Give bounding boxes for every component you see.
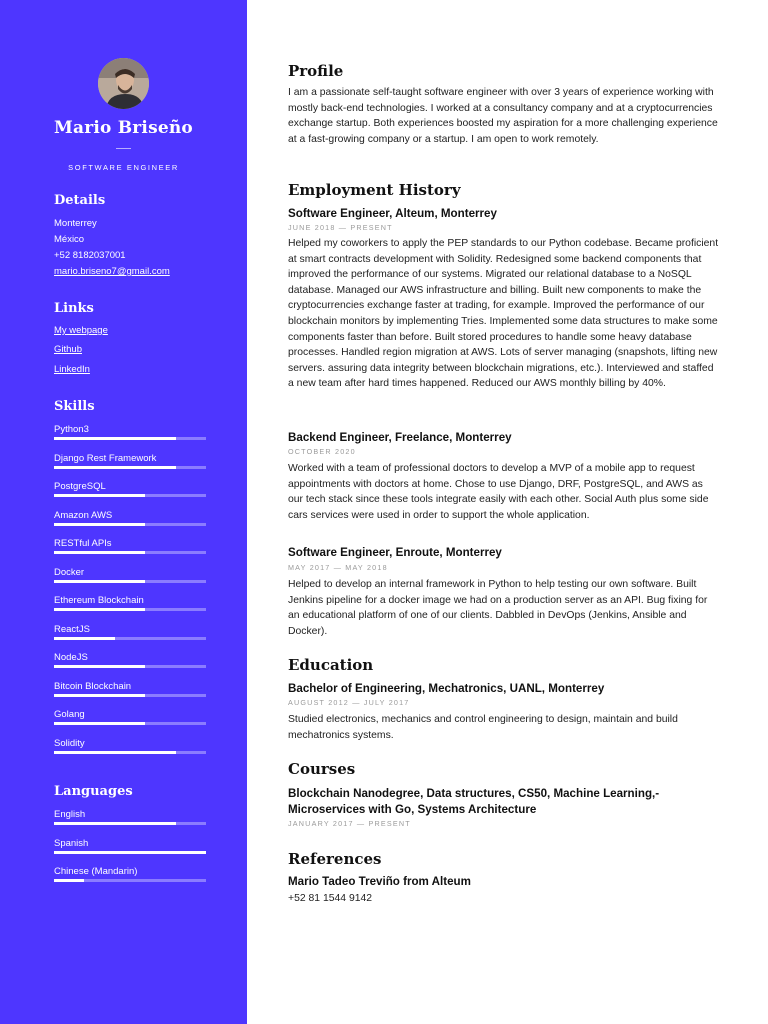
job-dates-2: OCTOBER 2020: [288, 447, 356, 456]
details-heading: Details: [54, 193, 106, 208]
skill-item: [54, 423, 206, 436]
skill-label: Solidity: [54, 737, 85, 749]
skill-level-fill: [54, 694, 145, 697]
detail-city: Monterrey: [54, 218, 97, 229]
skill-item: [54, 452, 206, 465]
job-dates-1: JUNE 2018 — PRESENT: [288, 223, 393, 232]
courses-dates: JANUARY 2017 — PRESENT: [288, 819, 411, 828]
skill-label: Amazon AWS: [54, 509, 113, 521]
skill-level-track: [54, 494, 206, 497]
skill-label: Django Rest Framework: [54, 452, 157, 464]
language-item: [54, 865, 206, 878]
candidate-name: Mario Briseño: [54, 118, 193, 138]
skill-label: PostgreSQL: [54, 481, 106, 492]
skill-label: Golang: [54, 709, 85, 720]
language-level-track: [54, 851, 206, 854]
education-title: Bachelor of Engineering, Mechatronics, UANL, Monterrey: [288, 682, 605, 695]
skill-level-track: [54, 665, 206, 668]
skill-label: NodeJS: [54, 652, 88, 663]
courses-title: Blockchain Nanodegree, Data structures, CS50, Machine Learning,- Microservices with Go, Systems Architecture: [288, 787, 660, 816]
job-title-3: Software Engineer, Enroute, Monterrey: [288, 546, 502, 559]
language-level-fill: [54, 851, 206, 854]
links-heading: Links: [54, 301, 94, 316]
avatar-photo: [98, 58, 149, 109]
language-label: Chinese (Mandarin): [54, 866, 138, 877]
candidate-job-title: SOFTWARE ENGINEER: [68, 163, 179, 172]
skill-item: [54, 708, 206, 721]
skill-level-fill: [54, 608, 145, 611]
education-text: Studied electronics, mechanics and control engineering to design, maintain and build mechatronics systems.: [288, 714, 678, 741]
skill-level-fill: [54, 523, 145, 526]
skill-item: [54, 480, 206, 493]
detail-email-link[interactable]: mario.briseno7@gmail.com: [54, 266, 170, 277]
skill-item: [54, 651, 206, 664]
language-item: [54, 808, 206, 821]
skill-level-fill: [54, 580, 145, 583]
skill-level-fill: [54, 466, 176, 469]
language-level-fill: [54, 822, 176, 825]
skill-level-fill: [54, 665, 145, 668]
skill-level-fill: [54, 637, 115, 640]
skill-level-track: [54, 437, 206, 440]
references-heading: References: [288, 850, 382, 868]
skill-level-fill: [54, 494, 145, 497]
sidebar: [0, 0, 247, 1024]
skill-item: [54, 594, 206, 607]
skill-item: [54, 509, 206, 522]
skill-level-track: [54, 608, 206, 611]
education-heading: Education: [288, 656, 374, 674]
skill-level-track: [54, 551, 206, 554]
skill-item: [54, 623, 206, 636]
skills-heading: Skills: [54, 399, 95, 414]
name-divider: [116, 148, 131, 149]
language-level-track: [54, 822, 206, 825]
education-dates: AUGUST 2012 — JULY 2017: [288, 698, 410, 707]
skill-level-track: [54, 637, 206, 640]
skill-label: Docker: [54, 566, 85, 578]
skill-label: Ethereum Blockchain: [54, 595, 144, 606]
profile-heading: Profile: [288, 62, 344, 80]
skill-label: RESTful APIs: [54, 538, 112, 549]
employment-heading: Employment History: [288, 181, 461, 199]
language-item: [54, 837, 206, 850]
skill-item: [54, 737, 206, 750]
profile-text: I am a passionate self-taught software engineer with over 3 years of experience working with mostly back-end technologies. I worked at a consultancy company and at a cryptocurrencies exchange startup. Both experiences boosted my aspiration for a more challenging experience at a fast-growing company or a startup. I am open to work remotely.: [288, 87, 718, 145]
link-webpage[interactable]: My webpage: [54, 325, 108, 336]
link-github[interactable]: Github: [54, 344, 82, 355]
detail-country: México: [54, 234, 85, 245]
reference-phone: +52 81 1544 9142: [288, 893, 373, 904]
skill-level-track: [54, 751, 206, 754]
skill-label: Python3: [54, 424, 89, 435]
skill-level-fill: [54, 751, 176, 754]
skill-level-fill: [54, 551, 145, 554]
skill-label: Bitcoin Blockchain: [54, 680, 132, 692]
link-linkedin[interactable]: LinkedIn: [54, 364, 90, 375]
skill-level-track: [54, 722, 206, 725]
detail-phone: +52 8182037001: [54, 250, 126, 261]
skill-level-track: [54, 466, 206, 469]
language-label: Spanish: [54, 837, 89, 849]
reference-name: Mario Tadeo Treviño from Alteum: [288, 875, 471, 888]
skill-level-track: [54, 694, 206, 697]
skill-level-track: [54, 523, 206, 526]
job-description-1: Helped my coworkers to apply the PEP standards to our Python codebase. Became proficient at smart contracts development with Solidity. Redesigned some backend components that improved the performance of our systems. Migrated our relational database to a NoSQL database. Managed our AWS infrastructure and billing. Built new components to make the cryptocurrencies exchange faster at trading, for example. Improved the performance of our blockchain monitors by implementing Tries. Implemented some data structures to make some components faster than before. Built stored procedures to handle some heavy database processes. Handled region migration at AWS. Lots of server managing (snapshots, lifting new servers. assuring data integrity between blockchain migrations, etc.). Interviewed and staffed a new team after hard times happened. Reduced our AWS monthly billing by 40%.: [288, 238, 719, 390]
skill-item: [54, 680, 206, 693]
courses-heading: Courses: [288, 760, 356, 778]
avatar: [98, 58, 149, 109]
skill-level-fill: [54, 722, 145, 725]
job-dates-3: MAY 2017 — MAY 2018: [288, 563, 388, 572]
skill-label: ReactJS: [54, 623, 90, 635]
job-title-1: Software Engineer, Alteum, Monterrey: [288, 207, 497, 220]
language-label: English: [54, 809, 86, 820]
skill-item: [54, 537, 206, 550]
job-description-3: Helped to develop an internal framework in Python to help testing our own software. Built Jenkins pipeline for a docker image we had on a production server as an API. Bug fixing for an educational platform of one of our clients. Dabbled in DevOps (Jenkins, Ansible and Docker).: [288, 579, 708, 637]
language-level-fill: [54, 879, 84, 882]
skill-item: [54, 566, 206, 579]
job-title-2: Backend Engineer, Freelance, Monterrey: [288, 431, 512, 444]
skill-level-track: [54, 580, 206, 583]
languages-heading: Languages: [54, 784, 133, 799]
skill-level-fill: [54, 437, 176, 440]
language-level-track: [54, 879, 206, 882]
job-description-2: Worked with a team of professional doctors to develop a MVP of a mobile app to request appointments with doctors at home. Chose to use Django, DRF, PostgreSQL, and AWS as our tech stack since these tools integrate easily with each other. Social Auth plus some side cars services were used in order to support the whole application.: [288, 463, 709, 521]
